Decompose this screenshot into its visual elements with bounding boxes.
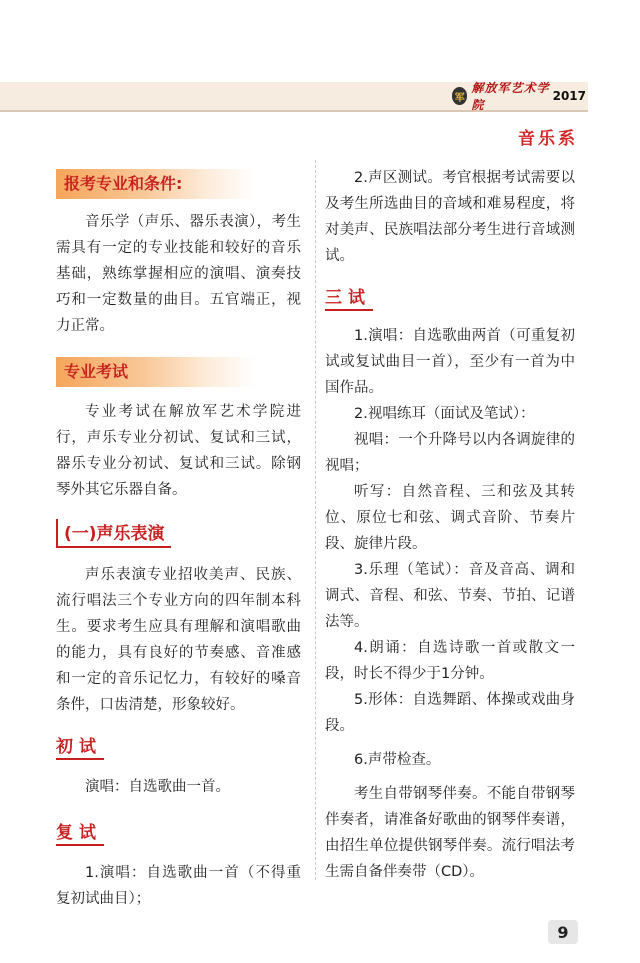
third-round-item-6: 6.声带检查。 bbox=[354, 752, 441, 768]
piano-note-text: 考生自带钢琴伴奏。不能自带钢琴伴奏者，请准备好歌曲的钢琴伴奏谱，由招生单位提供钢琴伴奏。流行唱法考生需自备伴奏带（CD）。 bbox=[325, 786, 575, 880]
sight-singing-text: 视唱：一个升降号以内各调旋律的视唱； bbox=[325, 432, 575, 474]
section-title-requirements: 报考专业和条件: bbox=[56, 169, 256, 199]
third-round-item-4: 4.朗诵：自选诗歌一首或散文一段，时长不得少于1分钟。 bbox=[325, 640, 575, 682]
dictation-text: 听写：自然音程、三和弦及其转位、原位七和弦、调式音阶、节奏片段、旋律片段。 bbox=[325, 484, 575, 552]
left-column bbox=[56, 165, 301, 912]
department-title: 音乐系 bbox=[518, 129, 578, 149]
exam-text: 专业考试在解放军艺术学院进行，声乐专业分初试、复试和三试，器乐专业分初试、复试和三试。除钢琴外其它乐器自备。 bbox=[56, 404, 301, 498]
requirements-text: 音乐学（声乐、器乐表演），考生需具有一定的专业技能和较好的音乐基础，熟练掌握相应的演唱、演奏技巧和一定数量的曲目。五官端正，视力正常。 bbox=[56, 214, 301, 334]
emblem-icon: 军 bbox=[452, 87, 467, 105]
third-round-item-2: 2.视唱练耳（面试及笔试）： bbox=[354, 406, 535, 422]
subsection-title-vocal: (一)声乐表演 bbox=[56, 519, 171, 548]
page-number: 9 bbox=[548, 920, 578, 944]
vocal-text: 声乐表演专业招收美声、民族、流行唱法三个专业方向的四年制本科生。要求考生应具有理解和演唱歌曲的能力，具有良好的节奏感、音准感和一定的音乐记忆力，有较好的嗓音条件，口齿清楚，形象较好。 bbox=[56, 567, 301, 713]
first-round-text: 演唱：自选歌曲一首。 bbox=[85, 779, 230, 795]
third-round-item-5: 5.形体：自选舞蹈、体操或戏曲身段。 bbox=[325, 692, 575, 734]
round-title-second: 复试 bbox=[56, 818, 104, 846]
third-round-item-1: 1.演唱：自选歌曲两首（可重复初试或复试曲目一首），至少有一首为中国作品。 bbox=[325, 328, 575, 396]
round-title-first: 初试 bbox=[56, 732, 104, 760]
logo-text: 解放军艺术学院 bbox=[471, 81, 550, 112]
school-logo bbox=[452, 81, 586, 112]
third-round-item-3: 3.乐理（笔试）：音及音高、调和调式、音程、和弦、节奏、节拍、记谱法等。 bbox=[325, 562, 575, 630]
right-column bbox=[325, 165, 575, 885]
round-title-third: 三试 bbox=[325, 283, 373, 311]
second-round-item-1: 1.演唱：自选歌曲一首（不得重复初试曲目）； bbox=[56, 865, 301, 907]
second-round-item-2: 2.声区测试。考官根据考试需要以及考生所选曲目的音域和难易程度，将对美声、民族唱法部分考生进行音域测试。 bbox=[325, 170, 575, 264]
logo-year: 2017 bbox=[552, 89, 586, 103]
column-divider bbox=[315, 160, 316, 880]
section-title-exam: 专业考试 bbox=[56, 357, 256, 387]
